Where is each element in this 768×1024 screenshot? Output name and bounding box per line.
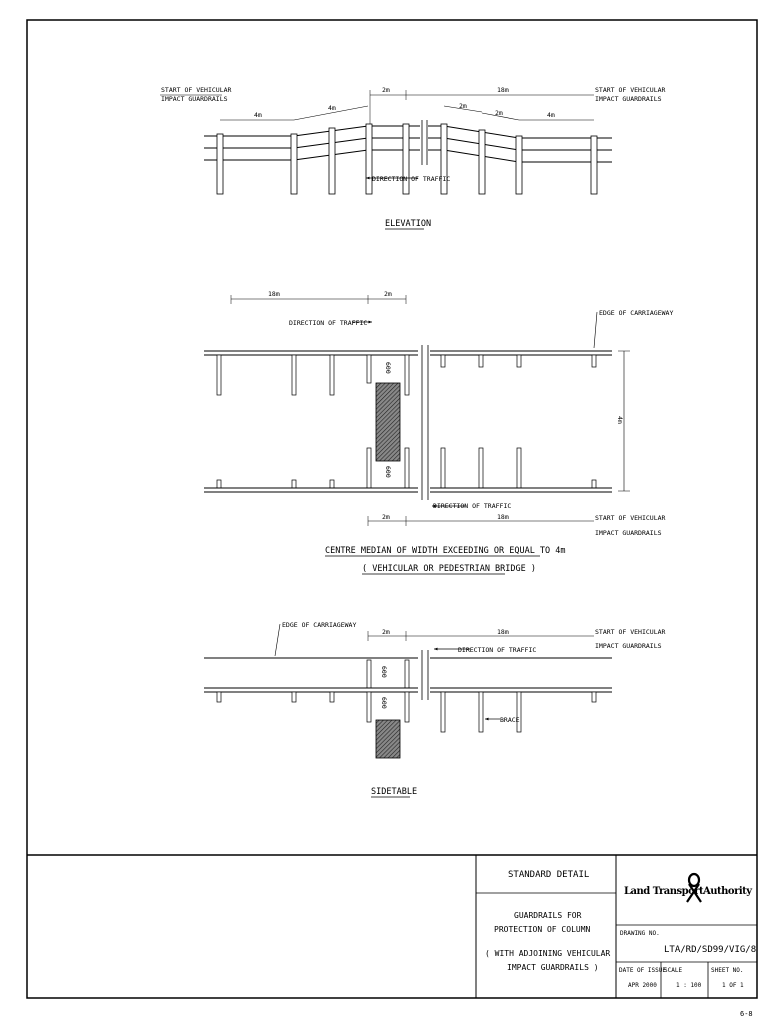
- scale-value: 1 : 100: [676, 982, 702, 989]
- lta-logo: [624, 874, 753, 902]
- median-edge-label: EDGE OF CARRIAGEWAY: [599, 309, 674, 317]
- median-direction-top: DIRECTION OF TRAFFIC: [289, 319, 368, 327]
- median-start-2: IMPACT GUARDRAILS: [595, 529, 662, 537]
- drawing-no-label: DRAWING NO.: [620, 930, 660, 937]
- sidetable-dim-18m: 18m: [497, 628, 509, 636]
- median-dim-4m: 4m: [616, 416, 624, 424]
- elevation-dim-2m: 2m: [382, 86, 390, 94]
- page-number: 6-8: [740, 1010, 753, 1018]
- median-dim-2m-bottom: 2m: [382, 513, 390, 521]
- median-direction-bottom: DIRECTION OF TRAFFIC: [433, 502, 512, 510]
- title-block-heading: STANDARD DETAIL: [508, 870, 590, 880]
- elevation-view: [160, 86, 666, 229]
- title-block-desc-3: ( WITH ADJOINING VEHICULAR: [485, 949, 611, 958]
- title-block: [27, 855, 757, 998]
- title-block-desc-4: IMPACT GUARDRAILS ): [507, 963, 599, 972]
- median-start-1: START OF VEHICULAR: [595, 514, 666, 522]
- sheet-label: SHEET NO.: [711, 967, 744, 974]
- elevation-dim-2m-c: 2m: [495, 109, 503, 117]
- scale-label: SCALE: [664, 967, 683, 974]
- sidetable-start-1: START OF VEHICULAR: [595, 628, 666, 636]
- elevation-start-left-1: START OF VEHICULAR: [161, 86, 232, 94]
- median-plan-view: [204, 290, 673, 574]
- sheet-value: 1 OF 1: [722, 982, 744, 989]
- sidetable-brace: BRACE: [500, 716, 520, 724]
- elevation-start-right-2: IMPACT GUARDRAILS: [595, 95, 662, 103]
- median-title: CENTRE MEDIAN OF WIDTH EXCEEDING OR EQUAL TO 4m: [325, 546, 566, 556]
- sidetable-direction: DIRECTION OF TRAFFIC: [458, 646, 537, 654]
- sidetable-column: [376, 720, 400, 758]
- date-value: APR 2000: [628, 982, 657, 989]
- sheet-border: [27, 20, 757, 998]
- elevation-dim-4m-b: 4m: [328, 104, 336, 112]
- elevation-start-right-1: START OF VEHICULAR: [595, 86, 666, 94]
- sidetable-edge-label: EDGE OF CARRIAGEWAY: [282, 621, 357, 629]
- elevation-dim-18m: 18m: [497, 86, 509, 94]
- sidetable-dim-2m: 2m: [382, 628, 390, 636]
- median-dim-2m-top: 2m: [384, 290, 392, 298]
- elevation-dim-4m-c: 4m: [547, 111, 555, 119]
- elevation-dim-4m-a: 4m: [254, 111, 262, 119]
- sidetable-dim-600-bottom: 600: [380, 697, 388, 709]
- sidetable-plan-view: [204, 621, 666, 797]
- median-dim-18m-bottom: 18m: [497, 513, 509, 521]
- sidetable-dim-600-top: 600: [380, 666, 388, 678]
- date-label: DATE OF ISSUE: [619, 967, 666, 974]
- median-column: [376, 383, 400, 461]
- median-subtitle: ( VEHICULAR OR PEDESTRIAN BRIDGE ): [362, 564, 536, 574]
- title-block-desc-2: PROTECTION OF COLUMN: [494, 925, 591, 934]
- title-block-desc-1: GUARDRAILS FOR: [514, 911, 582, 920]
- elevation-title: ELEVATION: [385, 219, 432, 229]
- elevation-start-left-2: IMPACT GUARDRAILS: [161, 95, 228, 103]
- drawing-no: LTA/RD/SD99/VIG/8: [664, 945, 757, 955]
- elevation-direction: DIRECTION OF TRAFFIC: [372, 175, 451, 183]
- median-dim-600-bottom: 600: [384, 466, 392, 478]
- median-dim-600-top: 600: [384, 362, 392, 374]
- sidetable-start-2: IMPACT GUARDRAILS: [595, 642, 662, 650]
- elevation-dim-2m-b: 2m: [459, 102, 467, 110]
- logo-right-text: Authority: [703, 886, 752, 897]
- median-dim-18m-top: 18m: [268, 290, 280, 298]
- sidetable-title: SIDETABLE: [371, 787, 418, 797]
- logo-left-text: Land Transport: [624, 886, 704, 897]
